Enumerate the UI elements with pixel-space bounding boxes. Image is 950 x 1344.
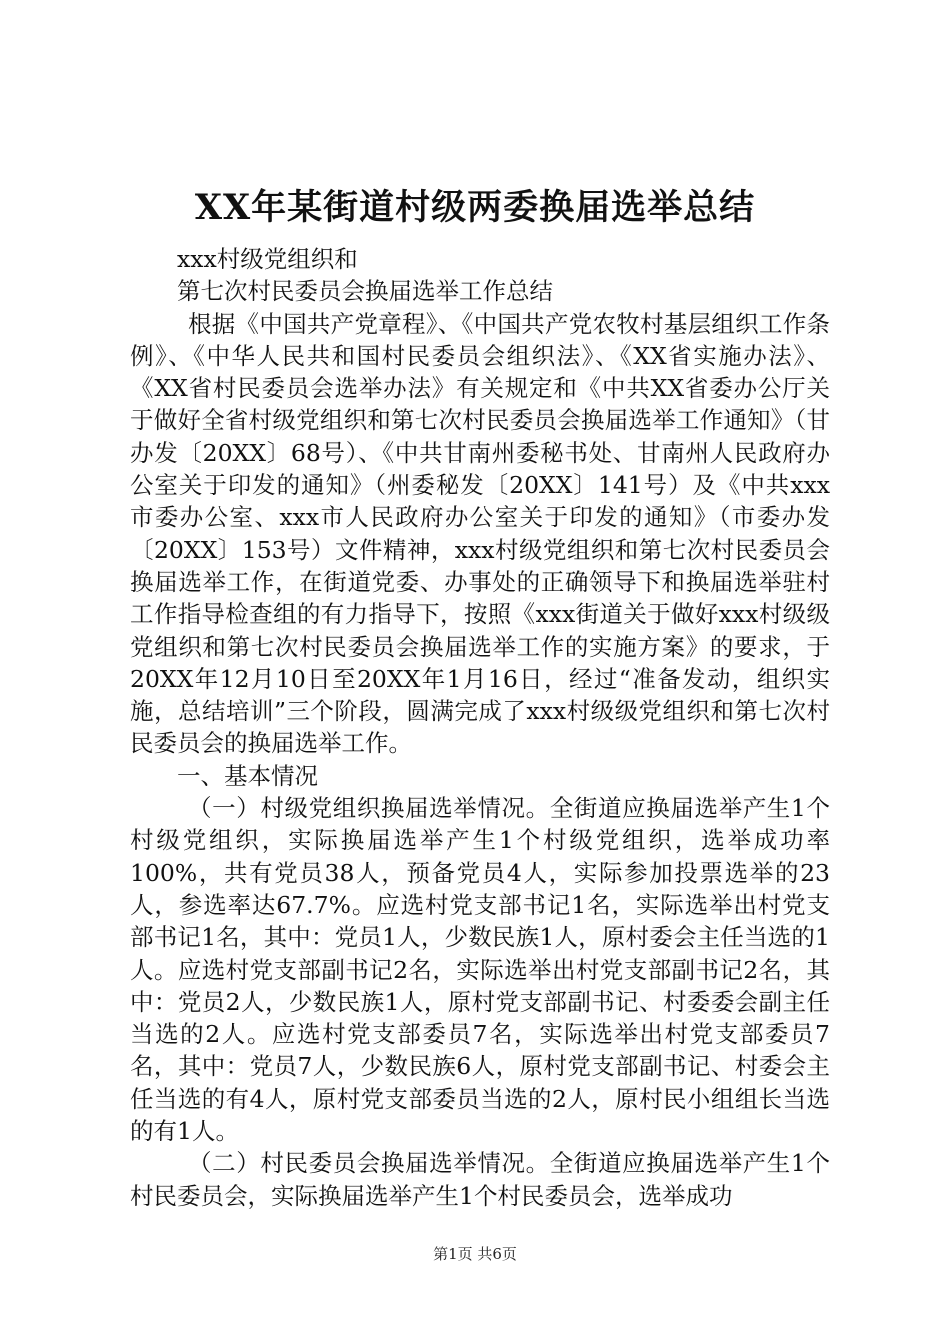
subheading-line-2: 第七次村民委员会换届选举工作总结 — [177, 277, 553, 306]
paragraph-committee-election: （二）村民委员会换届选举情况。全街道应换届选举产生1个村民委员会，实际换届选举产生1个村民委员会，选举成功 — [130, 1149, 830, 1210]
document-body — [130, 243, 830, 1212]
page-footer: 第1页 共6页 — [433, 1245, 517, 1263]
section-heading-basic: 一、基本情况 — [177, 761, 318, 790]
paragraph-intro: 根据《中国共产党章程》、《中国共产党农牧村基层组织工作条例》、《中华人民共和国村民委员会组织法》、《XX省实施办法》、《XX省村民委员会选举办法》有关规定和《中共XX省委办公厅关于做好全省村级党组织和第七次村民委员会换届选举工作通知》（甘办发〔20XX〕68号）、《中共甘南州委秘书处、甘南州人民政府办公室关于印发的通知》（州委秘发〔20XX〕141号）及《中共xxx市委办公室、xxx市人民政府办公室关于印发的通知》（市委办发〔20XX〕153号）文件精神，xxx村级党组织和第七次村民委员会换届选举工作，在街道党委、办事处的正确领导下和换届选举驻村工作指导检查组的有力指导下，按照《xxx街道关于做好xxx村级级党组织和第七次村民委员会换届选举工作的实施方案》的要求，于20XX年12月10日至20XX年1月16日，经过“准备发动，组织实施，总结培训”三个阶段，圆满完成了xxx村级级党组织和第七次村民委员会的换届选举工作。 — [130, 309, 830, 758]
paragraph-party-election: （一）村级党组织换届选举情况。全街道应换届选举产生1个村级党组织，实际换届选举产生1个村级党组织，选举成功率100%，共有党员38人，预备党员4人，实际参加投票选举的23人，参选率达67.7%。应选村党支部书记1名，实际选举出村党支部书记1名，其中：党员1人，少数民族1人，原村委会主任当选的1人。应选村党支部副书记2名，实际选举出村党支部副书记2名，其中：党员2人，少数民族1人，原村党支部副书记、村委委会副主任当选的2人。应选村党支部委员7名，实际选举出村党支部委员7名，其中：党员7人，少数民族6人，原村党支部副书记、村委会主任当选的有4人，原村党支部委员当选的2人，原村民小组组长当选的有1人。 — [130, 794, 830, 1146]
subheading-line-1: xxx村级党组织和 — [177, 245, 358, 273]
document-title: XX年某街道村级两委换届选举总结 — [194, 187, 756, 228]
